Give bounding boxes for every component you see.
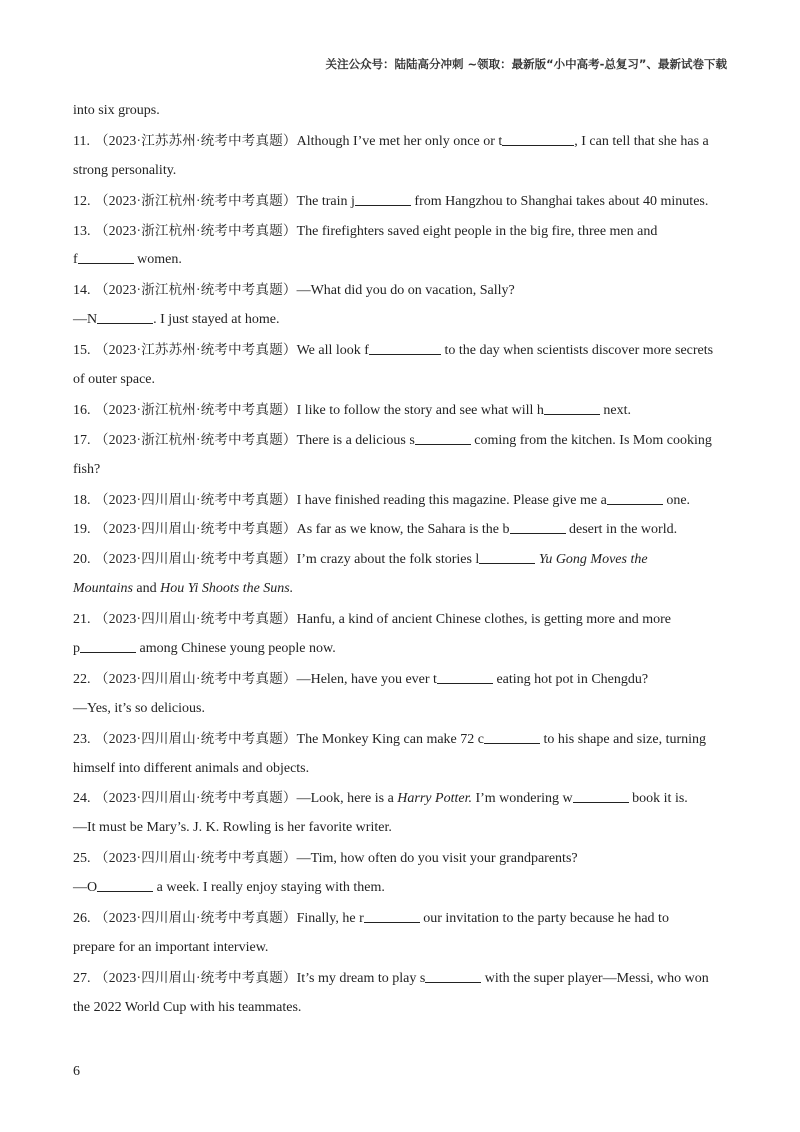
question-source: （2023·四川眉山·统考中考真题） xyxy=(95,670,297,686)
question-source: （2023·四川眉山·统考中考真题） xyxy=(95,730,297,746)
question-source: （2023·浙江杭州·统考中考真题） xyxy=(95,431,297,447)
question-text: The firefighters saved eight people in the big fire, three men and xyxy=(296,223,658,239)
question-text: Although I’ve met her only once or t xyxy=(296,133,503,149)
text-line: into six groups. xyxy=(73,103,160,118)
page-header: 关注公众号：陆陆高分冲刺 ~领取：最新版“小中高考-总复习”、最新试卷下载 xyxy=(325,57,727,71)
question-11-cont: strong personality. xyxy=(73,162,177,178)
question-text: among Chinese young people now. xyxy=(136,641,336,657)
question-text: —Helen, have you ever t xyxy=(296,671,437,687)
question-text: As far as we know, the Sahara is the b xyxy=(296,522,510,538)
question-13-cont xyxy=(73,245,729,275)
question-number: 15. xyxy=(73,343,91,359)
answer-blank[interactable] xyxy=(415,430,471,445)
question-number: 13. xyxy=(73,223,91,239)
answer-blank[interactable] xyxy=(355,191,411,206)
question-number: 18. xyxy=(73,492,91,508)
question-text: with the super player—Messi, who won xyxy=(481,970,709,986)
question-number: 26. xyxy=(73,911,91,927)
answer-blank[interactable] xyxy=(78,249,134,264)
question-number: 21. xyxy=(73,612,91,628)
question-23 xyxy=(73,724,729,754)
question-text: eating hot pot in Chengdu? xyxy=(492,671,649,687)
question-26 xyxy=(73,903,729,933)
question-20-cont xyxy=(73,574,729,604)
answer-blank[interactable] xyxy=(502,131,574,146)
question-text: I have finished reading this magazine. Please give me a xyxy=(296,492,607,508)
question-19 xyxy=(73,514,729,544)
question-number: 27. xyxy=(73,970,91,986)
question-18 xyxy=(73,485,729,515)
question-number: 23. xyxy=(73,731,91,747)
question-24-cont: —It must be Mary’s. J. K. Rowling is her favorite writer. xyxy=(73,820,392,836)
question-text: to his shape and size, turning xyxy=(539,731,707,747)
question-source: （2023·四川眉山·统考中考真题） xyxy=(95,910,297,926)
question-text: p xyxy=(73,641,80,657)
question-text: desert in the world. xyxy=(565,522,678,538)
question-text: a week. I really enjoy staying with them. xyxy=(153,880,385,896)
question-text: It’s my dream to play s xyxy=(296,970,426,986)
question-text: coming from the kitchen. Is Mom cooking xyxy=(470,432,712,448)
answer-blank[interactable] xyxy=(369,340,441,355)
question-text: , I can tell that she has a xyxy=(574,133,709,149)
question-source: （2023·四川眉山·统考中考真题） xyxy=(95,969,297,985)
question-text: . I just stayed at home. xyxy=(153,312,280,328)
question-text: to the day when scientists discover more secrets xyxy=(440,343,714,359)
question-text: —What did you do on vacation, Sally? xyxy=(296,283,515,299)
question-text: —O xyxy=(73,880,98,896)
question-list xyxy=(73,96,729,1023)
question-text: women. xyxy=(133,252,182,268)
question-source: （2023·江苏苏州·统考中考真题） xyxy=(95,132,297,148)
question-text: The Monkey King can make 72 c xyxy=(296,731,484,747)
book-title: Harry Potter. xyxy=(397,791,472,807)
question-17-cont: fish? xyxy=(73,461,101,477)
question-15 xyxy=(73,335,729,365)
answer-blank[interactable] xyxy=(573,788,629,803)
answer-blank[interactable] xyxy=(97,309,153,324)
book-title: Mountains xyxy=(73,581,133,597)
question-27-cont: the 2022 World Cup with his teammates. xyxy=(73,999,302,1015)
question-text: Hanfu, a kind of ancient Chinese clothes, is getting more and more xyxy=(296,612,671,628)
answer-blank[interactable] xyxy=(484,729,540,744)
page-number: 6 xyxy=(73,1064,80,1079)
question-13 xyxy=(73,216,729,246)
question-source: （2023·四川眉山·统考中考真题） xyxy=(95,790,297,806)
question-14-cont xyxy=(73,305,729,335)
question-14 xyxy=(73,275,729,305)
question-23-cont: himself into different animals and objects. xyxy=(73,760,310,776)
question-number: 24. xyxy=(73,791,91,807)
question-text: our invitation to the party because he had to xyxy=(419,911,669,927)
question-25-cont xyxy=(73,873,729,903)
answer-blank[interactable] xyxy=(510,519,566,534)
book-title: Hou Yi Shoots the Suns. xyxy=(160,581,294,597)
question-26-cont: prepare for an important interview. xyxy=(73,939,269,955)
question-number: 20. xyxy=(73,552,91,568)
question-number: 19. xyxy=(73,522,91,538)
question-text: I like to follow the story and see what will h xyxy=(296,402,544,418)
book-title: Yu Gong Moves the xyxy=(538,552,648,568)
question-text: one. xyxy=(662,492,691,508)
answer-blank[interactable] xyxy=(97,877,153,892)
question-source: （2023·浙江杭州·统考中考真题） xyxy=(95,222,297,238)
question-source: （2023·四川眉山·统考中考真题） xyxy=(95,491,297,507)
question-text: f xyxy=(73,252,78,268)
question-22-cont: —Yes, it’s so delicious. xyxy=(73,700,205,716)
question-12 xyxy=(73,186,729,216)
question-text: I’m crazy about the folk stories l xyxy=(296,552,480,568)
question-text: —N xyxy=(73,312,98,328)
question-17 xyxy=(73,425,729,455)
question-text: and xyxy=(132,581,161,597)
question-source: （2023·江苏苏州·统考中考真题） xyxy=(95,342,297,358)
question-15-cont: of outer space. xyxy=(73,372,156,388)
question-number: 11. xyxy=(73,133,90,149)
question-number: 17. xyxy=(73,432,91,448)
question-source: （2023·浙江杭州·统考中考真题） xyxy=(95,401,297,417)
question-text: There is a delicious s xyxy=(296,432,415,448)
question-25 xyxy=(73,843,729,873)
question-text: We all look f xyxy=(296,343,369,359)
question-number: 16. xyxy=(73,402,91,418)
question-16 xyxy=(73,395,729,425)
answer-blank[interactable] xyxy=(80,638,136,653)
answer-blank[interactable] xyxy=(425,968,481,983)
question-text: —Tim, how often do you visit your grandparents? xyxy=(296,851,578,867)
question-number: 25. xyxy=(73,851,91,867)
question-text: book it is. xyxy=(628,791,688,807)
answer-blank[interactable] xyxy=(437,669,493,684)
answer-blank[interactable] xyxy=(364,908,420,923)
question-text: I’m wondering w xyxy=(471,791,573,807)
question-source: （2023·四川眉山·统考中考真题） xyxy=(95,551,297,567)
question-text: Finally, he r xyxy=(296,911,364,927)
answer-blank[interactable] xyxy=(544,400,600,415)
question-number: 12. xyxy=(73,193,91,209)
question-21-cont xyxy=(73,634,729,664)
question-21 xyxy=(73,604,729,634)
question-text: next. xyxy=(599,402,631,418)
question-22 xyxy=(73,664,729,694)
question-source: （2023·浙江杭州·统考中考真题） xyxy=(95,192,297,208)
question-27 xyxy=(73,963,729,993)
question-source: （2023·四川眉山·统考中考真题） xyxy=(95,611,297,627)
answer-blank[interactable] xyxy=(607,490,663,505)
question-text: —Look, here is a xyxy=(296,791,398,807)
question-source: （2023·四川眉山·统考中考真题） xyxy=(95,850,297,866)
question-text: The train j xyxy=(296,193,355,209)
question-source: （2023·浙江杭州·统考中考真题） xyxy=(95,282,297,298)
question-11 xyxy=(73,126,729,156)
answer-blank[interactable] xyxy=(479,549,535,564)
question-number: 22. xyxy=(73,671,91,687)
question-24 xyxy=(73,783,729,813)
question-number: 14. xyxy=(73,283,91,299)
question-text: from Hangzhou to Shanghai takes about 40 minutes. xyxy=(410,193,709,209)
question-20 xyxy=(73,544,729,574)
question-source: （2023·四川眉山·统考中考真题） xyxy=(95,521,297,537)
